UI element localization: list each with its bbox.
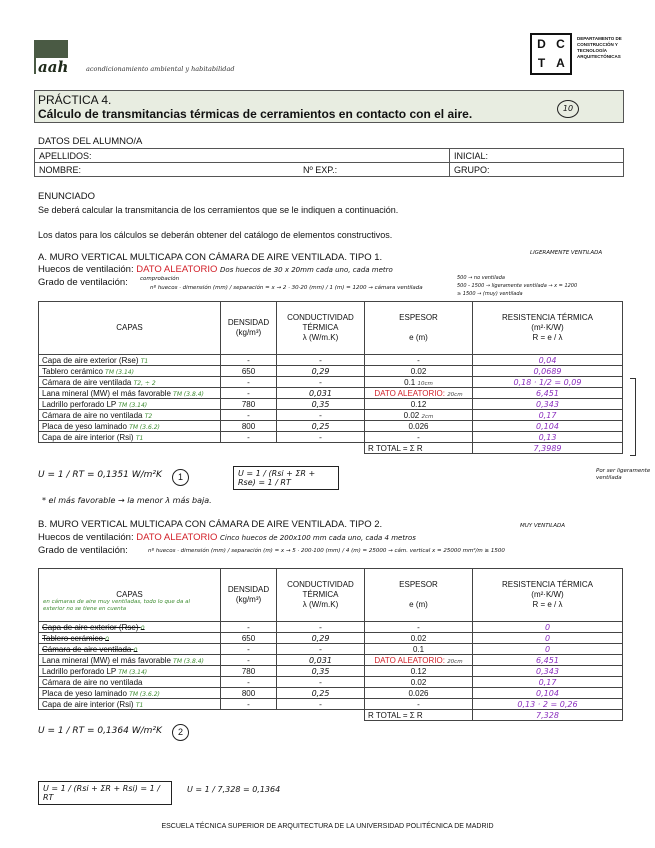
table-row xyxy=(39,421,623,432)
col-resistencia-formula: R = e / λ xyxy=(532,600,563,609)
rtotal-value: 7,3989 xyxy=(473,443,623,454)
espesor-value: - xyxy=(417,622,420,632)
capa-cell xyxy=(39,377,221,388)
capa-cell xyxy=(39,410,221,421)
section-b-grado: Grado de ventilación: xyxy=(38,545,128,556)
col-resistencia-label: RESISTENCIA TÉRMICA xyxy=(502,313,593,322)
circle-2: 2 xyxy=(172,724,189,741)
footer: ESCUELA TÉCNICA SUPERIOR DE ARQUITECTURA DE LA UNIVERSIDAD POLITÉCNICA DE MADRID xyxy=(161,823,494,830)
conductividad-cell: - xyxy=(277,622,365,633)
capa-cell xyxy=(39,355,221,366)
col-densidad xyxy=(221,569,277,622)
conductividad-cell: - xyxy=(277,410,365,421)
capa-cell xyxy=(39,421,221,432)
espesor-value: 0.02 xyxy=(403,410,420,420)
table-row xyxy=(39,377,623,388)
resistencia-cell: 6,451 xyxy=(473,388,623,399)
espesor-value: 0.12 xyxy=(410,399,427,409)
col-espesor-unit: e (m) xyxy=(409,333,428,342)
formula-box-b: U = 1 / (Rsi + ΣR + Rsi) = 1 / RT xyxy=(38,781,172,805)
range-item: 500 → no ventilada xyxy=(457,275,505,281)
capa-tag: T1 xyxy=(135,434,144,442)
densidad-cell: - xyxy=(221,355,277,366)
capa-name: Capa de aire interior (Rsi) xyxy=(42,699,134,709)
col-espesor-unit: e (m) xyxy=(409,600,428,609)
dcta-letter: C xyxy=(556,37,565,51)
side-bracket xyxy=(630,378,636,456)
densidad-cell: - xyxy=(221,410,277,421)
conductividad-cell: 0,25 xyxy=(277,421,365,432)
espesor-extra: 2cm xyxy=(421,413,434,420)
comprobacion-note: comprobación xyxy=(140,276,180,282)
resistencia-cell: 0 xyxy=(473,622,623,633)
espesor-cell xyxy=(365,377,473,388)
resistencia-cell: 6,451 xyxy=(473,655,623,666)
densidad-cell: - xyxy=(221,622,277,633)
densidad-cell: - xyxy=(221,644,277,655)
table-row xyxy=(39,677,623,688)
student-data-table xyxy=(34,148,624,177)
espesor-cell xyxy=(365,410,473,421)
practice-number: PRÁCTICA 4. xyxy=(38,93,112,107)
espesor-value: 0.02 xyxy=(410,677,427,687)
espesor-extra: 20cm xyxy=(447,391,463,398)
col-densidad-unit: (kg/m³) xyxy=(235,595,262,604)
conductividad-cell: - xyxy=(277,699,365,710)
nombre-label: NOMBRE: xyxy=(39,164,82,175)
capa-cell xyxy=(39,633,221,644)
col-resistencia-label: RESISTENCIA TÉRMICA xyxy=(502,580,593,589)
espesor-cell xyxy=(365,688,473,699)
resistencia-cell: 0,104 xyxy=(473,421,623,432)
table-row xyxy=(39,388,623,399)
espesor-value: - xyxy=(417,699,420,709)
side-note: Por ser ligeramente ventilada xyxy=(596,468,651,481)
capa-cell xyxy=(39,432,221,443)
espesor-value: 0.02 xyxy=(410,366,427,376)
col-capas-label: CAPAS xyxy=(116,590,143,599)
conductividad-cell: 0,29 xyxy=(277,633,365,644)
muy-ventilada-note: MUY VENTILADA xyxy=(520,523,566,529)
espesor-cell xyxy=(365,633,473,644)
espesor-value: 0.026 xyxy=(408,688,429,698)
capa-name: Lana mineral (MW) el más favorable xyxy=(42,388,171,398)
section-b-huecos xyxy=(38,532,416,543)
blank-cell xyxy=(39,710,365,721)
espesor-value: 0.1 xyxy=(404,377,416,387)
col-densidad-label: DENSIDAD xyxy=(227,585,270,594)
densidad-cell: - xyxy=(221,699,277,710)
espesor-value: DATO ALEATORIO: xyxy=(374,388,445,398)
table-row xyxy=(39,432,623,443)
nombre-field[interactable] xyxy=(35,163,450,177)
resistencia-cell: 0 xyxy=(473,633,623,644)
densidad-cell: - xyxy=(221,388,277,399)
capa-cell xyxy=(39,677,221,688)
capa-tag: T2 xyxy=(144,412,153,420)
huecos-value: DATO ALEATORIO xyxy=(136,264,218,275)
resistencia-cell: 0,17 xyxy=(473,410,623,421)
capa-name: Capa de aire exterior (Rse) xyxy=(42,622,139,632)
table-row xyxy=(39,633,623,644)
col-conductividad xyxy=(277,302,365,355)
capa-tag: TM (3.14) xyxy=(105,368,134,376)
ligeramente-ventilada-note: LIGERAMENTE VENTILADA xyxy=(530,250,603,256)
enunciado-text: Se deberá calcular la transmitancia de los cerramientos que se le indiquen a continuación. xyxy=(38,205,399,215)
col-espesor xyxy=(365,302,473,355)
espesor-value: DATO ALEATORIO: xyxy=(374,655,445,665)
resistencia-cell: 0,04 xyxy=(473,355,623,366)
table-row xyxy=(39,355,623,366)
col-densidad xyxy=(221,302,277,355)
espesor-cell xyxy=(365,432,473,443)
col-conductividad-unit: λ (W/m.K) xyxy=(302,333,339,342)
densidad-cell: - xyxy=(221,655,277,666)
capa-name: Cámara de aire ventilada xyxy=(42,377,132,387)
resistencia-cell: 0,343 xyxy=(473,399,623,410)
logo-tagline: acondicionamiento ambiental y habitabilidad xyxy=(86,65,235,73)
capa-name: Capa de aire interior (Rsi) xyxy=(42,432,134,442)
espesor-value: 0.1 xyxy=(412,644,425,654)
capa-cell xyxy=(39,366,221,377)
espesor-cell xyxy=(365,699,473,710)
capa-tag: T1 xyxy=(140,357,149,365)
range-item: 500 - 1500 → ligeramente ventilada → x = 1200 xyxy=(457,283,578,289)
u-result-b: U = 1 / 7,328 = 0,1364 xyxy=(187,785,281,794)
inicial-field[interactable]: INICIAL: xyxy=(450,149,624,163)
enunciado-text-2: Los datos para los cálculos se deberán obtener del catálogo de elementos constructivos. xyxy=(38,230,393,240)
conductividad-cell: - xyxy=(277,355,365,366)
dcta-letter: T xyxy=(537,56,546,70)
espesor-cell xyxy=(365,388,473,399)
resistencia-cell: 0 xyxy=(473,644,623,655)
capa-cell xyxy=(39,655,221,666)
huecos-value: DATO ALEATORIO xyxy=(136,532,218,543)
espesor-cell xyxy=(365,355,473,366)
col-conductividad-label: CONDUCTIVIDAD TÉRMICA xyxy=(287,580,354,599)
conductividad-cell: - xyxy=(277,432,365,443)
student-data-heading: DATOS DEL ALUMNO/A xyxy=(38,136,143,147)
espesor-cell xyxy=(365,421,473,432)
practice-title: Cálculo de transmitancias térmicas de cerramientos en contacto con el aire. xyxy=(38,107,473,121)
huecos-label: Huecos de ventilación: xyxy=(38,532,134,543)
huecos-handwritten: Dos huecos de 30 x 20mm cada uno, cada metro xyxy=(220,266,393,274)
circle-1: 1 xyxy=(172,469,189,486)
col-densidad-label: DENSIDAD xyxy=(227,318,270,327)
nexp-label: Nº EXP.: xyxy=(303,164,338,175)
table-row xyxy=(39,622,623,633)
enunciado-heading: ENUNCIADO xyxy=(38,191,96,202)
conductividad-cell: 0,35 xyxy=(277,399,365,410)
aah-logo: aah xyxy=(38,58,69,76)
capa-cell xyxy=(39,644,221,655)
densidad-cell: 650 xyxy=(221,366,277,377)
u-formula-b: U = 1 / RT = 0,1364 W/m²K xyxy=(38,726,162,736)
col-conductividad xyxy=(277,569,365,622)
capa-cell xyxy=(39,688,221,699)
capa-name: Cámara de aire ventilada xyxy=(42,644,132,654)
espesor-cell xyxy=(365,399,473,410)
dcta-letter: D xyxy=(537,37,546,51)
conductividad-cell: - xyxy=(277,677,365,688)
conductividad-cell: 0,29 xyxy=(277,366,365,377)
table-a xyxy=(38,301,623,454)
capa-cell xyxy=(39,699,221,710)
capa-tag: TM (3.8.4) xyxy=(173,657,204,665)
resistencia-cell: 0,18 · 1/2 = 0,09 xyxy=(473,377,623,388)
table-row xyxy=(39,699,623,710)
espesor-extra: 20cm xyxy=(447,658,463,665)
capa-tag: T2, ÷ 2 xyxy=(133,379,156,387)
grupo-field[interactable]: GRUPO: xyxy=(450,163,624,177)
resistencia-cell: 0,13 · 2 = 0,26 xyxy=(473,699,623,710)
col-espesor xyxy=(365,569,473,622)
densidad-cell: - xyxy=(221,677,277,688)
capa-cell xyxy=(39,399,221,410)
col-espesor-label: ESPESOR xyxy=(399,580,438,589)
capa-tag: TM (3.6.2) xyxy=(129,423,160,431)
capa-tag: TM (3.8.4) xyxy=(173,390,204,398)
table-b xyxy=(38,568,623,721)
densidad-cell: 800 xyxy=(221,688,277,699)
capa-name: Ladrillo perforado LP xyxy=(42,399,117,409)
col-densidad-unit: (kg/m³) xyxy=(235,328,262,337)
conductividad-cell: 0,35 xyxy=(277,666,365,677)
conductividad-cell: - xyxy=(277,377,365,388)
densidad-cell: 800 xyxy=(221,421,277,432)
col-conductividad-label: CONDUCTIVIDAD TÉRMICA xyxy=(287,313,354,332)
col-capas xyxy=(39,569,221,622)
espesor-value: - xyxy=(417,355,420,365)
rtotal-label: R TOTAL = Σ R xyxy=(365,710,473,721)
resistencia-cell: 0,17 xyxy=(473,677,623,688)
conductividad-cell: 0,031 xyxy=(277,655,365,666)
huecos-handwritten: Cinco huecos de 200x100 mm cada uno, cada 4 metros xyxy=(220,534,416,542)
rtotal-label: R TOTAL = Σ R xyxy=(365,443,473,454)
table-row xyxy=(39,410,623,421)
section-a-title: A. MURO VERTICAL MULTICAPA CON CÁMARA DE AIRE VENTILADA. TIPO 1. xyxy=(38,252,383,263)
espesor-cell xyxy=(365,644,473,655)
capa-cell xyxy=(39,388,221,399)
espesor-value: 0.026 xyxy=(408,421,429,431)
huecos-label: Huecos de ventilación: xyxy=(38,264,134,275)
ventilation-ranges xyxy=(457,274,577,298)
espesor-cell xyxy=(365,655,473,666)
blank-cell xyxy=(39,443,365,454)
densidad-cell: - xyxy=(221,377,277,388)
espesor-value: 0.12 xyxy=(410,666,427,676)
col-resistencia xyxy=(473,302,623,355)
grado-handwritten-b: nº huecos · dimensión (mm) / separación (m) = x → 5 · 200·100 (mm) / 4 (m) = 25000 → cám. vertical x = 25000 mm²/m ≥ 1500 xyxy=(148,548,505,554)
capa-name: Placa de yeso laminado xyxy=(42,688,127,698)
capas-note: en cámaras de aire muy ventiladas, todo lo que da al exterior no se tiene en cuenta xyxy=(43,599,191,612)
apellidos-field[interactable]: APELLIDOS: xyxy=(35,149,450,163)
capa-tag: 0 xyxy=(105,635,109,643)
grado-label: Grado de ventilación: xyxy=(38,277,128,288)
capa-tag: 0 xyxy=(133,646,138,654)
resistencia-cell: 0,0689 xyxy=(473,366,623,377)
capa-tag: TM (3.14) xyxy=(118,668,148,676)
u-formula-a: U = 1 / RT = 0,1351 W/m²K xyxy=(38,470,162,480)
dcta-letter: A xyxy=(556,56,565,70)
range-item: ≥ 1500 → (muy) ventilada xyxy=(457,291,523,297)
capa-name: Tablero cerámico xyxy=(42,633,103,643)
espesor-value: - xyxy=(417,432,420,442)
capa-tag: TM (3.14) xyxy=(118,401,148,409)
table-row xyxy=(39,688,623,699)
col-resistencia-unit: (m²·K/W) xyxy=(531,323,564,332)
grado-handwritten: nº huecos · dimensión (mm) / separación = x → 2 · 30·20 (mm) / 1 (m) = 1200 → cámara ventilada xyxy=(150,285,423,291)
capa-tag: T1 xyxy=(135,701,144,709)
col-resistencia-formula: R = e / λ xyxy=(532,333,563,342)
conductividad-cell: 0,031 xyxy=(277,388,365,399)
capa-tag: TM (3.6.2) xyxy=(129,690,160,698)
favorable-note: * el más favorable → la menor λ más baja. xyxy=(42,496,212,505)
table-row xyxy=(39,666,623,677)
dcta-logo xyxy=(530,33,572,75)
densidad-cell: 780 xyxy=(221,399,277,410)
densidad-cell: 650 xyxy=(221,633,277,644)
densidad-cell: - xyxy=(221,432,277,443)
capa-cell xyxy=(39,622,221,633)
grade-mark: 10 xyxy=(557,100,579,118)
espesor-cell xyxy=(365,366,473,377)
table-row xyxy=(39,366,623,377)
capa-name: Cámara de aire no ventilada xyxy=(42,677,143,687)
section-b-title: B. MURO VERTICAL MULTICAPA CON CÁMARA DE AIRE VENTILADA. TIPO 2. xyxy=(38,519,383,530)
espesor-extra: 10cm xyxy=(417,380,433,387)
dcta-department-text: DEPARTAMENTO DE CONSTRUCCIÓN Y TECNOLOGÍA ARQUITECTÓNICAS xyxy=(577,36,622,59)
conductividad-cell: - xyxy=(277,644,365,655)
capa-name: Ladrillo perforado LP xyxy=(42,666,117,676)
espesor-value: 0.02 xyxy=(410,633,427,643)
resistencia-cell: 0,13 xyxy=(473,432,623,443)
col-espesor-label: ESPESOR xyxy=(399,313,438,322)
section-a-huecos xyxy=(38,264,393,275)
section-a-grado xyxy=(38,277,128,288)
formula-box-a: U = 1 / (Rsi + ΣR + Rse) = 1 / RT xyxy=(233,466,339,490)
capa-name: Cámara de aire no ventilada xyxy=(42,410,143,420)
table-row xyxy=(39,644,623,655)
table-row xyxy=(39,655,623,666)
espesor-cell xyxy=(365,622,473,633)
rtotal-value: 7,328 xyxy=(473,710,623,721)
capa-cell xyxy=(39,666,221,677)
densidad-cell: 780 xyxy=(221,666,277,677)
col-resistencia xyxy=(473,569,623,622)
col-capas: CAPAS xyxy=(39,302,221,355)
conductividad-cell: 0,25 xyxy=(277,688,365,699)
capa-name: Placa de yeso laminado xyxy=(42,421,127,431)
capa-tag: 0 xyxy=(140,624,145,632)
col-conductividad-unit: λ (W/m.K) xyxy=(302,600,339,609)
capa-name: Tablero cerámico xyxy=(42,366,103,376)
resistencia-cell: 0,104 xyxy=(473,688,623,699)
capa-name: Lana mineral (MW) el más favorable xyxy=(42,655,171,665)
col-resistencia-unit: (m²·K/W) xyxy=(531,590,564,599)
espesor-cell xyxy=(365,677,473,688)
espesor-cell xyxy=(365,666,473,677)
table-row xyxy=(39,399,623,410)
resistencia-cell: 0,343 xyxy=(473,666,623,677)
capa-name: Capa de aire exterior (Rse) xyxy=(42,355,139,365)
